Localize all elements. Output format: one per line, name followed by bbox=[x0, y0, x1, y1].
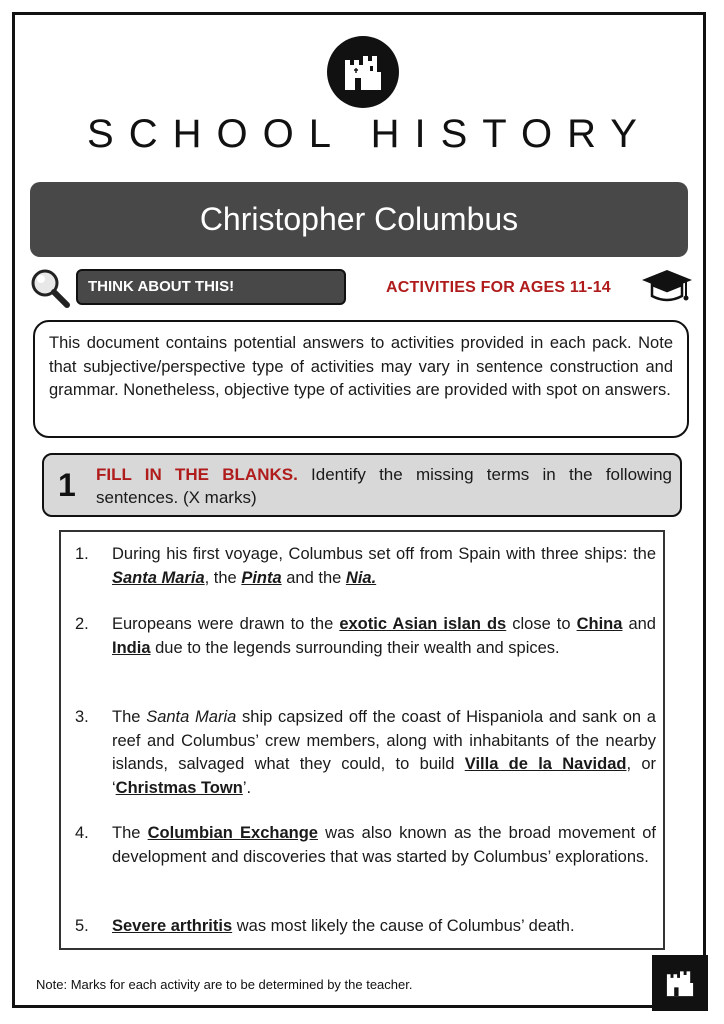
question-text-part: During his first voyage, Columbus set off from Spain with three ships: the bbox=[112, 545, 656, 563]
section-instruction-text: Identify the missing terms in the following sentences. (X marks) bbox=[96, 465, 672, 507]
graduation-cap-icon bbox=[640, 266, 694, 313]
footer-note bbox=[36, 977, 412, 992]
answer: Villa de la Navidad bbox=[464, 755, 627, 773]
question-number: 1. bbox=[75, 545, 89, 563]
answers-box bbox=[59, 530, 665, 950]
castle-icon bbox=[664, 967, 696, 999]
question-text bbox=[112, 543, 656, 590]
answer: Christmas Town bbox=[115, 778, 243, 797]
question-text bbox=[112, 915, 656, 939]
question-number: 3. bbox=[75, 708, 89, 726]
question-text bbox=[112, 822, 656, 869]
answer: Santa Maria bbox=[112, 568, 205, 587]
question-text-part: The bbox=[112, 824, 148, 842]
castle-icon bbox=[341, 50, 385, 94]
section-header bbox=[42, 453, 682, 517]
footer-note-label: Note: bbox=[36, 977, 68, 992]
section-label: FILL IN THE BLANKS. bbox=[96, 465, 298, 484]
question-text-part: close to bbox=[506, 615, 577, 633]
intro-text: This document contains potential answers to activities provided in each pack. Note that subjective/perspective type of activities may vary in sentence construction and grammar. Nonetheless, objective type of activities are provided with spot on answers. bbox=[33, 320, 689, 438]
answer: Severe arthritis bbox=[112, 917, 233, 935]
question-text-part: Europeans were drawn to the bbox=[112, 615, 340, 633]
magnifier-icon bbox=[28, 266, 72, 315]
question-text-part: The bbox=[112, 708, 147, 726]
footer-note-text: Marks for each activity are to be determined by the teacher. bbox=[67, 977, 413, 992]
answer: exotic Asian islan ds bbox=[339, 615, 507, 633]
question-text-part: Santa Maria bbox=[146, 708, 237, 726]
question-text-part: ’. bbox=[242, 778, 252, 797]
question-number: 4. bbox=[75, 824, 89, 842]
question-text-part: and the bbox=[281, 568, 346, 587]
answer: Nia. bbox=[345, 568, 377, 587]
question-text-part: due to the legends surrounding their wealth and spices. bbox=[150, 638, 560, 657]
question-text-part: and bbox=[622, 615, 656, 633]
answer: India bbox=[112, 638, 151, 657]
page-title: Christopher Columbus bbox=[30, 182, 688, 257]
question-text-part: was also known as the broad movement of development and discoveries that was started by Columbus’ explorations. bbox=[112, 824, 656, 866]
school-history-logo bbox=[327, 36, 399, 108]
question-text-part: was most likely the cause of Columbus’ death. bbox=[232, 917, 575, 935]
answer: Columbian Exchange bbox=[147, 824, 318, 842]
section-instruction bbox=[96, 463, 672, 509]
section-number: 1 bbox=[58, 467, 76, 503]
footer-logo bbox=[652, 955, 708, 1011]
brand-name: SCHOOL HISTORY bbox=[87, 112, 652, 156]
answer: Pinta bbox=[241, 568, 282, 587]
question-text bbox=[112, 613, 656, 660]
think-about-this-label: THINK ABOUT THIS! bbox=[76, 269, 346, 305]
activities-ages-label: ACTIVITIES FOR AGES 11-14 bbox=[386, 279, 611, 296]
question-text-part: , the bbox=[204, 568, 242, 587]
question-text-part: , or ‘ bbox=[112, 755, 657, 797]
question-number: 2. bbox=[75, 615, 89, 633]
question-number: 5. bbox=[75, 917, 89, 935]
answer: China bbox=[576, 615, 623, 633]
question-text-part: ship capsized off the coast of Hispaniola and sank on a reef and Columbus’ crew members, along with inhabitants of the nearby islands, salvaged what they could, to build bbox=[112, 708, 656, 773]
question-text bbox=[112, 706, 656, 800]
